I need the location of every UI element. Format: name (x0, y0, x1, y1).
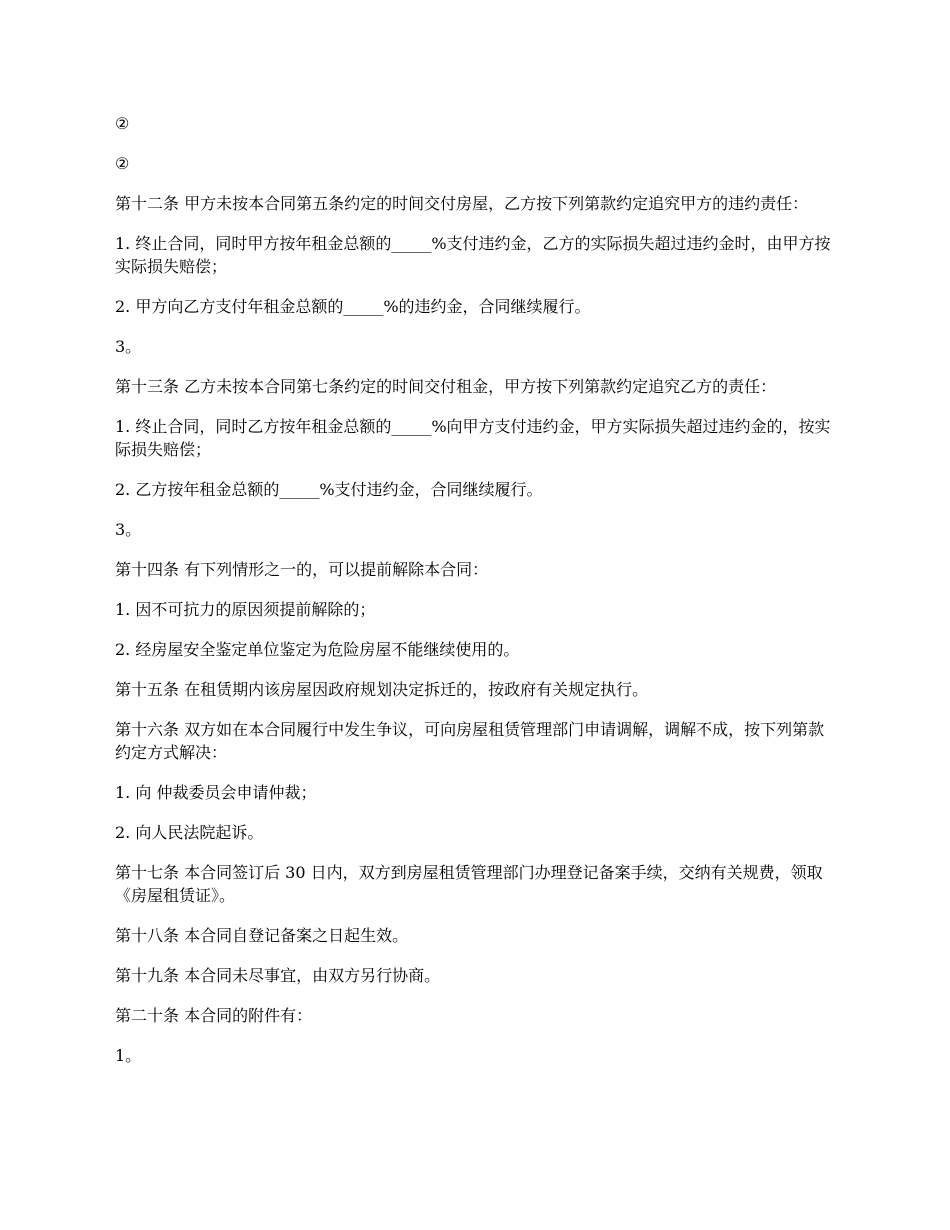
list-marker-circled-2: ② (115, 114, 130, 133)
article-18: 第十八条 本合同自登记备案之日起生效。 (115, 926, 409, 945)
article-20-item-1: 1。 (115, 1046, 142, 1065)
article-12-item-3: 3。 (115, 337, 142, 356)
article-16-item-2: 2. 向人民法院起诉。 (115, 823, 264, 842)
article-13-item-1: 1. 终止合同，同时乙方按年租金总额的_____%向甲方支付违约金，甲方实际损失超过违约金的，按实际损失赔偿； (115, 417, 831, 459)
article-14-item-2: 2. 经房屋安全鉴定单位鉴定为危险房屋不能继续使用的。 (115, 640, 520, 659)
article-13-item-2: 2. 乙方按年租金总额的_____%支付违约金，合同继续履行。 (115, 480, 543, 499)
article-13: 第十三条 乙方未按本合同第七条约定的时间交付租金，甲方按下列第款约定追究乙方的责任： (115, 377, 777, 396)
article-12-item-1: 1. 终止合同，同时甲方按年租金总额的_____%支付违约金，乙方的实际损失超过违约金时，由甲方按实际损失赔偿； (115, 234, 831, 276)
list-marker-circled-2: ② (115, 154, 130, 173)
article-14-item-1: 1. 因不可抗力的原因须提前解除的； (115, 600, 376, 619)
document-page (115, 112, 837, 1084)
article-13-item-3: 3。 (115, 520, 142, 539)
article-12: 第十二条 甲方未按本合同第五条约定的时间交付房屋，乙方按下列第款约定追究甲方的违约责任： (115, 194, 809, 213)
article-20: 第二十条 本合同的附件有： (115, 1006, 313, 1025)
article-15: 第十五条 在租赁期内该房屋因政府规划决定拆迁的，按政府有关规定执行。 (115, 680, 649, 699)
article-17: 第十七条 本合同签订后 30 日内，双方到房屋租赁管理部门办理登记备案手续，交纳有关规费，领取《房屋租赁证》。 (115, 863, 823, 905)
article-14: 第十四条 有下列情形之一的，可以提前解除本合同： (115, 560, 489, 579)
article-19: 第十九条 本合同未尽事宜，由双方另行协商。 (115, 966, 441, 985)
article-12-item-2: 2. 甲方向乙方支付年租金总额的_____%的违约金，合同继续履行。 (115, 297, 591, 316)
article-16-item-1: 1. 向 仲裁委员会申请仲裁； (115, 783, 317, 802)
article-16: 第十六条 双方如在本合同履行中发生争议，可向房屋租赁管理部门申请调解，调解不成，按下列第款约定方式解决： (115, 720, 825, 762)
